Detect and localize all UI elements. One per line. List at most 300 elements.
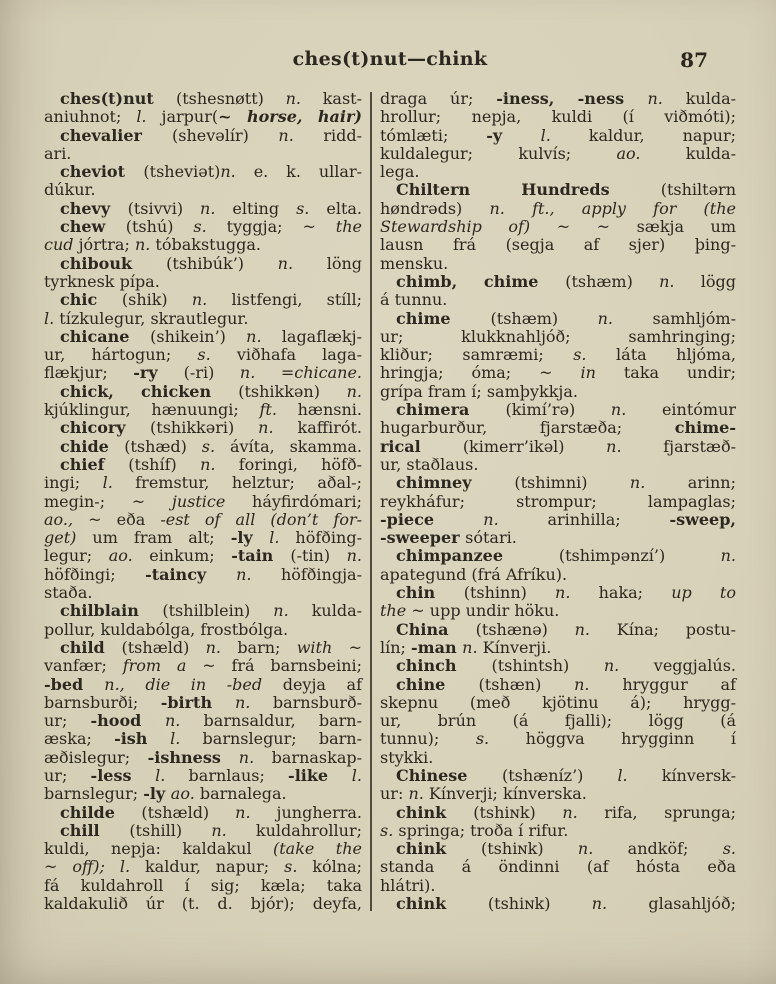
entry-text: sækja um bbox=[636, 217, 737, 237]
entry-text: mensku. bbox=[380, 253, 449, 273]
headword: childe bbox=[60, 802, 142, 822]
entry-text: n. bbox=[164, 711, 204, 731]
entry-text: barnlaus; bbox=[188, 765, 289, 785]
entry-text: ~ off); bbox=[44, 857, 120, 877]
entry-text: n., die in -bed bbox=[104, 674, 283, 694]
dictionary-line bbox=[380, 676, 736, 694]
text-columns bbox=[44, 90, 736, 913]
entry-text: n. bbox=[273, 601, 312, 621]
entry-text: n. bbox=[597, 308, 653, 328]
dictionary-line bbox=[380, 108, 736, 126]
entry-text: n. bbox=[346, 381, 362, 401]
dictionary-line bbox=[380, 657, 736, 675]
entry-text: tunnu); bbox=[380, 729, 476, 749]
entry-text: frá barnsbeini; bbox=[231, 656, 362, 676]
entry-text: (-ri) bbox=[183, 363, 240, 383]
dictionary-line bbox=[380, 511, 736, 529]
dictionary-line bbox=[380, 547, 736, 565]
entry-text: up to bbox=[671, 583, 736, 603]
entry-text: draga úr; bbox=[380, 89, 497, 108]
entry-text: kuldalegur; kulvís; bbox=[380, 143, 617, 163]
entry-text: samhljóm- bbox=[652, 308, 736, 328]
entry-text: l. bbox=[102, 473, 136, 493]
dictionary-line bbox=[44, 822, 362, 840]
entry-text: the ~ bbox=[380, 601, 430, 621]
entry-text: lega. bbox=[380, 162, 420, 182]
headword: -ish bbox=[114, 729, 171, 749]
entry-text: ur: bbox=[380, 784, 409, 804]
entry-text: fremstur, helztur; aðal-; bbox=[135, 473, 362, 493]
dictionary-line bbox=[380, 200, 736, 218]
entry-text: vanfær; bbox=[44, 656, 123, 676]
headword: chime bbox=[396, 308, 491, 328]
entry-text: hænsni. bbox=[297, 400, 362, 420]
dictionary-line bbox=[380, 310, 736, 328]
dictionary-line bbox=[44, 712, 362, 730]
headword: chide bbox=[60, 436, 125, 456]
dictionary-line bbox=[44, 255, 362, 273]
entry-text: l. bbox=[269, 528, 296, 548]
entry-text: elting bbox=[232, 198, 297, 218]
entry-text: (tshill) bbox=[129, 820, 212, 840]
entry-text: upp undir höku. bbox=[429, 601, 560, 621]
entry-text: (take the bbox=[272, 839, 362, 859]
entry-text: n. bbox=[246, 326, 282, 346]
dictionary-line bbox=[44, 474, 362, 492]
entry-text: l. bbox=[119, 857, 145, 877]
entry-text: ao. bbox=[616, 143, 686, 163]
entry-text: with ~ bbox=[296, 637, 362, 657]
entry-text: ingi; bbox=[44, 473, 103, 493]
dictionary-line bbox=[380, 419, 736, 437]
headword: chink bbox=[396, 839, 481, 859]
page-number: 87 bbox=[680, 48, 708, 72]
entry-text: ari. bbox=[44, 143, 72, 163]
headword: -like bbox=[288, 765, 352, 785]
headword: -piece bbox=[380, 509, 484, 529]
dictionary-line bbox=[380, 694, 736, 712]
headword: -tain bbox=[231, 546, 291, 566]
entry-text: skepnu (með kjötinu á); hrygg- bbox=[380, 692, 736, 712]
left-column bbox=[44, 90, 362, 913]
entry-text: lín; bbox=[380, 637, 412, 657]
dictionary-line bbox=[44, 310, 362, 328]
entry-text: (tshæld) bbox=[121, 637, 206, 657]
entry-text: (tshæníz’) bbox=[501, 765, 618, 785]
entry-text: (tshikkəri) bbox=[150, 418, 259, 438]
dictionary-line bbox=[380, 785, 736, 803]
dictionary-line bbox=[380, 877, 736, 895]
dictionary-line bbox=[380, 712, 736, 730]
entry-text: s. bbox=[284, 857, 313, 877]
dictionary-line bbox=[44, 785, 362, 803]
entry-text: löng bbox=[326, 253, 362, 273]
headword: -ly bbox=[143, 784, 171, 804]
entry-text: s. bbox=[573, 345, 617, 365]
headword: China bbox=[396, 619, 476, 639]
dictionary-line bbox=[44, 200, 362, 218]
entry-text: n. bbox=[659, 271, 701, 291]
entry-text: n. bbox=[577, 839, 628, 859]
entry-text: n. bbox=[574, 674, 623, 694]
column-divider-rule bbox=[370, 92, 372, 911]
entry-text: l. bbox=[540, 125, 589, 145]
entry-text: fjarstæð- bbox=[663, 436, 736, 456]
headword: chew bbox=[60, 217, 126, 237]
entry-text: tóbakstugga. bbox=[155, 235, 262, 255]
entry-text: ao. bbox=[108, 546, 150, 566]
entry-text: kjúklingur, hænuungi; bbox=[44, 400, 260, 420]
dictionary-line bbox=[380, 236, 736, 254]
entry-text: (tshæld) bbox=[141, 802, 236, 822]
entry-text: (tshiltərn bbox=[660, 180, 736, 200]
headword: child bbox=[60, 637, 122, 657]
entry-text: höfðing- bbox=[295, 528, 362, 548]
entry-text: = bbox=[280, 363, 295, 383]
headword: chicory bbox=[60, 418, 151, 438]
entry-text: listfengi, stíll; bbox=[231, 290, 363, 310]
dictionary-line bbox=[44, 419, 362, 437]
headword: chief bbox=[60, 454, 129, 474]
headword: chicane bbox=[60, 326, 151, 346]
entry-text: höfðingja- bbox=[280, 564, 362, 584]
entry-text: hringja; óma; bbox=[380, 363, 540, 383]
entry-text: ur; bbox=[44, 765, 91, 785]
headword: -sweeper bbox=[380, 528, 466, 548]
entry-text: um fram alt; bbox=[92, 528, 231, 548]
entry-text: l. bbox=[136, 107, 162, 127]
headword: -birth bbox=[160, 692, 235, 712]
headword: chevy bbox=[60, 198, 128, 218]
entry-text: grípa fram í; samþykkja. bbox=[380, 381, 579, 401]
entry-text: (tshintsh) bbox=[491, 656, 604, 676]
headword: -ly bbox=[230, 528, 270, 548]
entry-text: s. bbox=[722, 839, 737, 859]
entry-text: (kimí’rə) bbox=[505, 400, 611, 420]
dictionary-line bbox=[44, 730, 362, 748]
entry-text: n. bbox=[278, 125, 324, 145]
dictionary-line bbox=[380, 163, 736, 181]
entry-text: n. bbox=[346, 546, 362, 566]
entry-text: s. bbox=[201, 436, 230, 456]
entry-text: ft. bbox=[259, 400, 298, 420]
entry-text: á tunnu. bbox=[380, 290, 448, 310]
entry-text: Kínverji. bbox=[482, 637, 552, 657]
dictionary-line bbox=[44, 108, 362, 126]
entry-text: fá kuldahroll í sig; kæla; taka bbox=[44, 875, 362, 895]
dictionary-line bbox=[380, 90, 736, 108]
entry-text: jungherra. bbox=[276, 802, 363, 822]
entry-text: ridd- bbox=[323, 125, 363, 145]
entry-text: ao. bbox=[170, 784, 200, 804]
dictionary-line bbox=[44, 840, 362, 858]
entry-text: foringi, höfð- bbox=[238, 454, 363, 474]
entry-text: megin-; bbox=[44, 491, 132, 511]
entry-text: Kínverji; kínverska. bbox=[428, 784, 587, 804]
entry-text: staða. bbox=[44, 583, 93, 603]
entry-text: from a ~ bbox=[122, 656, 232, 676]
dictionary-line bbox=[44, 529, 362, 547]
dictionary-line bbox=[380, 749, 736, 767]
headword: chinch bbox=[396, 656, 492, 676]
entry-text: ur; klukknahljóð; samhringing; bbox=[380, 326, 736, 346]
dictionary-line bbox=[380, 438, 736, 456]
dictionary-line bbox=[44, 273, 362, 291]
entry-text: tízkulegur, skrautlegur. bbox=[59, 308, 249, 328]
entry-text: l. bbox=[617, 765, 662, 785]
dictionary-line bbox=[380, 804, 736, 822]
entry-text: (shikein’) bbox=[150, 326, 247, 346]
dictionary-line bbox=[380, 566, 736, 584]
dictionary-line bbox=[380, 218, 736, 236]
headword: -man bbox=[411, 637, 463, 657]
entry-text: (-tin) bbox=[290, 546, 347, 566]
entry-text: ur, hártogun; bbox=[44, 345, 198, 365]
entry-text: n. bbox=[134, 235, 156, 255]
headword: chin bbox=[396, 583, 464, 603]
dictionary-line bbox=[380, 621, 736, 639]
headword: -hood bbox=[90, 711, 165, 731]
headword: chill bbox=[60, 820, 130, 840]
dictionary-line bbox=[44, 438, 362, 456]
entry-text: háyfirdómari; bbox=[252, 491, 362, 511]
dictionary-line bbox=[380, 858, 736, 876]
dictionary-line bbox=[380, 383, 736, 401]
entry-text: s. bbox=[296, 198, 327, 218]
entry-text: (tshilblein) bbox=[162, 601, 274, 621]
entry-text: n. bbox=[238, 747, 272, 767]
dictionary-line bbox=[44, 328, 362, 346]
entry-text: tómlæti; bbox=[380, 125, 487, 145]
entry-text: (tshimni) bbox=[514, 473, 630, 493]
dictionary-line bbox=[380, 456, 736, 474]
dictionary-line bbox=[380, 730, 736, 748]
entry-text: høndrəds) bbox=[380, 198, 490, 218]
entry-text: (tshænə) bbox=[475, 619, 575, 639]
entry-text: ~ the bbox=[302, 217, 362, 237]
dictionary-line bbox=[44, 218, 362, 236]
entry-text: hryggur af bbox=[622, 674, 736, 694]
entry-text: andköf; bbox=[627, 839, 723, 859]
entry-text: barnsburði; bbox=[44, 692, 161, 712]
entry-text: (tshesnøtt) bbox=[175, 89, 286, 108]
entry-text: lögg bbox=[700, 271, 736, 291]
entry-text: l. bbox=[351, 765, 362, 785]
entry-text: s. bbox=[193, 217, 227, 237]
dictionary-line bbox=[380, 145, 736, 163]
headword: -iness, -ness bbox=[496, 89, 648, 108]
entry-text: barnsburð- bbox=[272, 692, 363, 712]
dictionary-line bbox=[380, 602, 736, 620]
dictionary-line bbox=[380, 493, 736, 511]
entry-text: ávíta, skamma. bbox=[229, 436, 363, 456]
dictionary-line bbox=[44, 639, 362, 657]
entry-text: ur, brún (á fjalli); lögg (á bbox=[380, 711, 736, 731]
entry-text: kulda- bbox=[685, 143, 736, 163]
entry-text: láta hljóma, bbox=[616, 345, 736, 365]
entry-text: (tshæm) bbox=[490, 308, 598, 328]
dictionary-line bbox=[44, 584, 362, 602]
entry-text: viðhafa laga- bbox=[236, 345, 362, 365]
entry-text: (tshú) bbox=[125, 217, 194, 237]
entry-text: kulda- bbox=[685, 89, 737, 108]
dictionary-line bbox=[44, 236, 362, 254]
entry-text: lausn frá (segja af sjer) þing- bbox=[380, 235, 736, 255]
entry-text: hlátri). bbox=[380, 875, 436, 895]
entry-text: haka; bbox=[598, 583, 672, 603]
page-header bbox=[44, 48, 736, 74]
entry-text: rifa, sprunga; bbox=[604, 802, 736, 822]
entry-text: (shik) bbox=[121, 290, 192, 310]
entry-text: n. bbox=[462, 637, 483, 657]
dictionary-line bbox=[44, 877, 362, 895]
dictionary-line bbox=[44, 456, 362, 474]
entry-text: (tshimpənzí’) bbox=[558, 546, 721, 566]
entry-text: s. bbox=[475, 729, 526, 749]
dictionary-line bbox=[44, 511, 362, 529]
entry-text: Kína; postu- bbox=[616, 619, 737, 639]
headword: chine bbox=[396, 674, 479, 694]
entry-text: n. bbox=[191, 290, 232, 310]
entry-text: sótari. bbox=[465, 528, 517, 548]
entry-text: barnsaldur, barn- bbox=[203, 711, 362, 731]
dictionary-line bbox=[44, 127, 362, 145]
dictionary-line bbox=[44, 621, 362, 639]
dictionary-line bbox=[380, 822, 736, 840]
dictionary-line bbox=[44, 804, 362, 822]
entry-text: tyggja; bbox=[226, 217, 303, 237]
dictionary-line bbox=[44, 547, 362, 565]
dictionary-line bbox=[44, 602, 362, 620]
entry-text: ~ justice bbox=[131, 491, 253, 511]
entry-text: ~ in bbox=[539, 363, 624, 383]
entry-text: n. bbox=[562, 802, 605, 822]
entry-text: n. bbox=[205, 637, 238, 657]
headword: chimb, chime bbox=[396, 271, 566, 291]
entry-text: jarpur( bbox=[161, 107, 219, 127]
entry-text: (tshikkən) bbox=[238, 381, 347, 401]
entry-text: (tsivvi) bbox=[127, 198, 201, 218]
entry-text: arinhilla; bbox=[547, 509, 670, 529]
entry-text: kínversk- bbox=[661, 765, 736, 785]
headword: Chiltern Hundreds bbox=[396, 180, 661, 200]
dictionary-line bbox=[380, 346, 736, 364]
dictionary-line bbox=[380, 273, 736, 291]
entry-text: kaldur, napur; bbox=[588, 125, 736, 145]
dictionary-line bbox=[44, 291, 362, 309]
entry-text: hugarburður, fjarstæða; bbox=[380, 418, 675, 438]
entry-text: æðislegur; bbox=[44, 747, 148, 767]
entry-text: elta. bbox=[326, 198, 363, 218]
dictionary-line bbox=[380, 895, 736, 913]
entry-text: e. k. ullar- bbox=[253, 162, 363, 182]
entry-text: höfðingi; bbox=[44, 564, 146, 584]
entry-text: flækjur; bbox=[44, 363, 134, 383]
headword: -y bbox=[486, 125, 541, 145]
dictionary-line bbox=[380, 255, 736, 273]
entry-text: kaldakulið úr (t. d. bjór); deyfa, bbox=[44, 894, 362, 914]
headword: ches(t)nut bbox=[60, 89, 176, 108]
entry-text: (tshiɴk) bbox=[473, 802, 563, 822]
entry-text: (tsheviət) bbox=[143, 162, 221, 182]
entry-text: æska; bbox=[44, 729, 115, 749]
headword: rical bbox=[380, 436, 463, 456]
entry-text: hrollur; nepja, kuldi (í viðmóti); bbox=[380, 107, 736, 127]
entry-text: n. bbox=[200, 198, 233, 218]
entry-text: standa á öndinni (af hósta eða bbox=[380, 857, 736, 877]
entry-text: kliður; samræmi; bbox=[380, 345, 574, 365]
dictionary-line bbox=[380, 364, 736, 382]
entry-text: reykháfur; strompur; lampaglas; bbox=[380, 491, 736, 511]
entry-text: arinn; bbox=[687, 473, 736, 493]
headword: chibouk bbox=[60, 253, 167, 273]
headword: cheviot bbox=[60, 162, 144, 182]
dictionary-line bbox=[44, 181, 362, 199]
entry-text: kólna; bbox=[312, 857, 363, 877]
entry-text: barn; bbox=[237, 637, 297, 657]
dictionary-line bbox=[44, 767, 362, 785]
entry-text: n. bbox=[574, 619, 617, 639]
entry-text: höggva hrygginn í bbox=[525, 729, 736, 749]
entry-text: n. bbox=[647, 89, 686, 108]
entry-text: veggjalús. bbox=[653, 656, 736, 676]
entry-text: Stewardship of) ~ ~ bbox=[380, 217, 637, 237]
dictionary-line bbox=[44, 493, 362, 511]
entry-text: kulda- bbox=[311, 601, 363, 621]
dictionary-line bbox=[380, 401, 736, 419]
entry-text: (shevəlír) bbox=[172, 125, 279, 145]
dictionary-line bbox=[380, 639, 736, 657]
entry-text: n. bbox=[483, 509, 548, 529]
headword: -sweep, bbox=[669, 509, 736, 529]
dictionary-line bbox=[44, 346, 362, 364]
entry-text: s. bbox=[380, 820, 399, 840]
headword: chime- bbox=[674, 418, 736, 438]
entry-text: chicane. bbox=[294, 363, 362, 383]
entry-text: aniuhnot; bbox=[44, 107, 137, 127]
entry-text: (tshæm) bbox=[565, 271, 660, 291]
entry-text: n. bbox=[610, 400, 662, 420]
entry-text: (tshinn) bbox=[463, 583, 556, 603]
headword: chilblain bbox=[60, 601, 163, 621]
right-column bbox=[380, 90, 736, 913]
entry-text: n. bbox=[408, 784, 429, 804]
dictionary-line bbox=[380, 767, 736, 785]
headword: -ry bbox=[133, 363, 184, 383]
dictionary-line bbox=[44, 401, 362, 419]
entry-text: apategund (frá Afríku). bbox=[380, 564, 568, 584]
entry-text: taka undir; bbox=[623, 363, 737, 383]
entry-text: ao., bbox=[44, 509, 89, 529]
headword: chic bbox=[60, 290, 122, 310]
dictionary-line bbox=[380, 328, 736, 346]
headword: -ishness bbox=[147, 747, 239, 767]
entry-text: pollur, kuldabólga, frostbólga. bbox=[44, 619, 289, 639]
entry-text: n. bbox=[720, 546, 736, 566]
entry-text: barnslegur; barn- bbox=[202, 729, 362, 749]
headword: -bed bbox=[44, 674, 105, 694]
dictionary-line bbox=[44, 858, 362, 876]
entry-text: n. bbox=[200, 454, 239, 474]
running-head: ches(t)nut—chink bbox=[292, 48, 488, 70]
entry-text: ~ eða bbox=[88, 509, 161, 529]
entry-text: jórtra; bbox=[78, 235, 135, 255]
entry-text: -est of all (don’t for- bbox=[160, 509, 362, 529]
headword: -taincy bbox=[145, 564, 237, 584]
dictionary-line bbox=[380, 840, 736, 858]
dictionary-line bbox=[44, 694, 362, 712]
entry-text: kuldahrollur; bbox=[255, 820, 362, 840]
